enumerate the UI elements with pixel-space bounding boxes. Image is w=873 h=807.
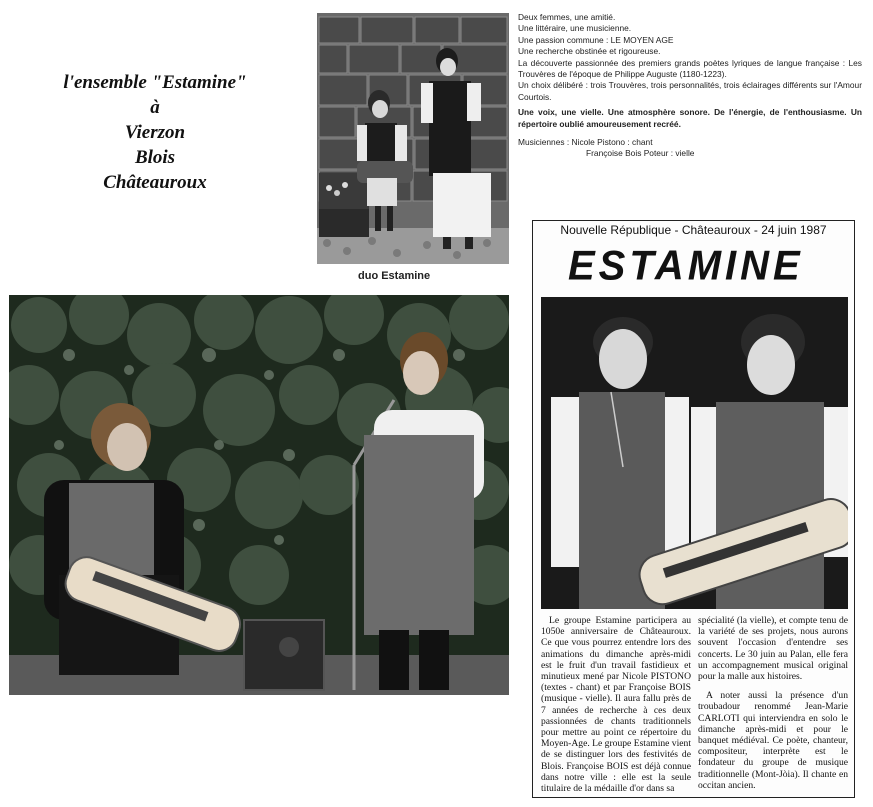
ensemble-title [40,70,270,195]
duo-photo [317,13,509,264]
title-line: Châteauroux [103,172,207,193]
clipping-headline: ESTAMINE [568,242,804,290]
concert-photo [9,295,509,695]
article-paragraph: Le groupe Estamine participera au 1050e anniversaire de Châteauroux. Ce que vous pourrez entendre lors des animations du dimanche après-midi est le fruit d'un travail fastidieux et minutieux mené par Nicole PISTONO (textes - chant) et par Françoise BOIS (musique - vielle). Il aura fallu près de 7 années de recherche à ces deux passionnées de chants traditionnels pour mettre au point ce répertoire du Moyen-Age. Le groupe Estamine vient de se distinguer lors des festivités de Blois. Françoise BOIS est déjà connue dans notre ville : elle est la seule titulaire de la médaille d'or dans sa [541,615,691,795]
clipping-photo-illustration [541,297,848,609]
article-paragraph: A noter aussi la présence d'un troubadour renommé Jean-Marie CARLOTI qui interviendra en solo le dimanche après-midi et pour le banquet médiéval. Ce poète, chanteur, compositeur, interprète est le fondateur du groupe de musique traditionnelle (Mont-Jòia). Il chante en occitan ancien. [698,690,848,791]
title-line: Vierzon [124,122,186,143]
clipping-photo [541,297,848,609]
clipping-header: Nouvelle République - Châteauroux - 24 juin 1987 [560,223,827,237]
title-line: Blois [134,147,176,168]
description-strong: Une voix, une vielle. Une atmosphère sonore. De l'énergie, de l'enthousiasme. Un répertoire oublié amoureusement recréé. [518,107,862,129]
duo-caption: duo Estamine [358,270,431,282]
description-line: La découverte passionnée des premiers grands poètes lyriques de langue française : Les Trouvères de l'époque de Philippe Auguste (1180-1223). [518,57,862,80]
description-line: Un choix délibéré : trois Trouvères, trois personnalités, trois éclairages différents sur l'Amour Courtois. [518,80,862,102]
duo-photo-illustration [317,13,509,264]
article-column-right [698,615,848,791]
musicians-line: Françoise Bois Poteur : vielle [586,148,695,159]
newspaper-clipping [532,220,855,798]
title-line: à [150,97,160,118]
description-line: Deux femmes, une amitié. [518,12,616,22]
concert-photo-illustration [9,295,509,695]
article-column-left [541,615,691,794]
description-line: Une littéraire, une musicienne. [518,23,632,34]
musicians-line: Musiciennes : Nicole Pistono : chant [518,137,653,148]
description-line: Une recherche obstinée et rigoureuse. [518,46,661,57]
description-line: Une passion commune : LE MOYEN AGE [518,34,674,45]
description-text [518,12,862,160]
title-line: l'ensemble "Estamine" [63,72,247,93]
article-paragraph: spécialité (la vielle), et compte tenu de la variété de ses projets, nous aurons souvent l'occasion d'entendre ses concerts. Le 30 juin au Palan, elle fera un accompagnement musical original pour la malle aux histoires. [698,615,848,683]
